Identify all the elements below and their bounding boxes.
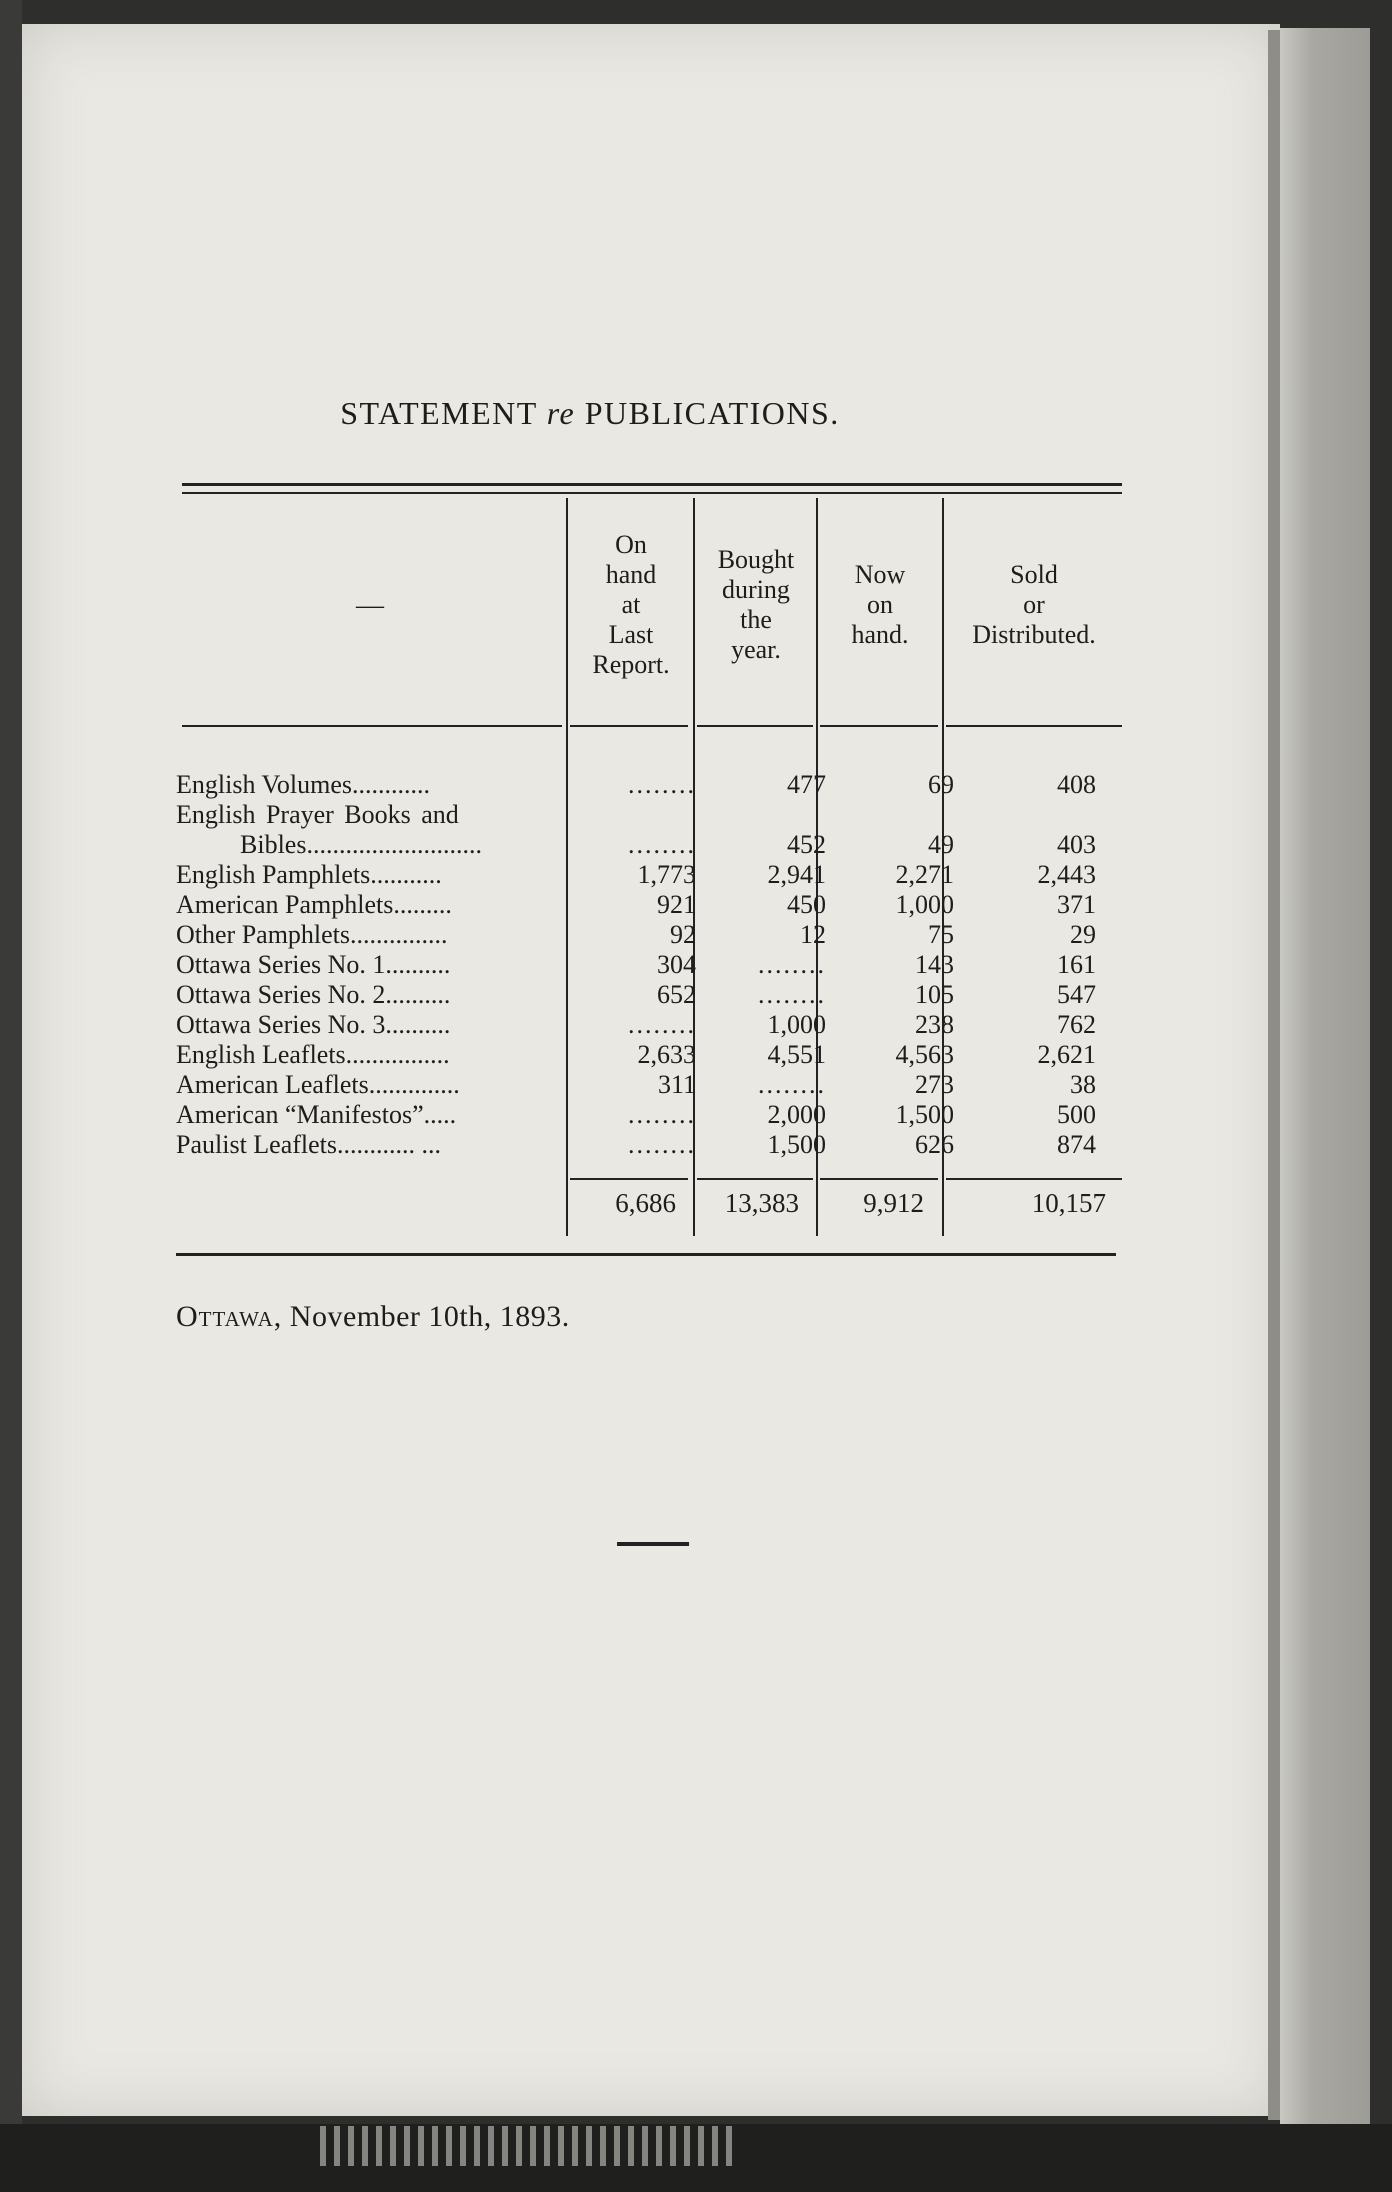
title-prefix: STATEMENT	[340, 395, 538, 431]
cell-now-on-hand: 2,271	[895, 860, 954, 889]
table-row	[176, 800, 1116, 830]
cell-bought: 4,551	[767, 1040, 826, 1069]
page-title	[180, 395, 1000, 432]
cell-sold: 38	[1070, 1070, 1096, 1099]
table-row	[176, 1130, 1116, 1160]
row-label: English Leaflets................	[176, 1040, 450, 1069]
cell-on-hand: 652	[657, 980, 696, 1009]
end-rule	[617, 1542, 689, 1546]
totals-rule	[697, 1178, 813, 1180]
table-row	[176, 1040, 1116, 1070]
cell-bought: 450	[787, 890, 826, 919]
row-label: Ottawa Series No. 3..........	[176, 1010, 451, 1039]
cell-sold: 547	[1057, 980, 1096, 1009]
cell-now-on-hand: 626	[915, 1130, 954, 1159]
cell-now-on-hand: 69	[928, 770, 954, 799]
cell-on-hand: ........	[628, 770, 696, 799]
table-row	[176, 770, 1116, 800]
cell-bought: ........	[758, 980, 826, 1009]
column-header-bought: Bought during the year.	[717, 545, 795, 664]
date-line	[176, 1300, 570, 1334]
totals-rule	[820, 1178, 938, 1180]
cell-bought: ........	[758, 950, 826, 979]
header-underline	[697, 725, 813, 727]
table-row	[176, 1010, 1116, 1040]
row-label: American Leaflets..............	[176, 1070, 460, 1099]
total-now-on-hand: 9,912	[863, 1188, 924, 1218]
cell-now-on-hand: 4,563	[895, 1040, 954, 1069]
cell-on-hand: 92	[670, 920, 696, 949]
column-header-on-hand: On hand at Last Report.	[592, 530, 670, 679]
header-underline	[946, 725, 1122, 727]
cell-sold: 371	[1057, 890, 1096, 919]
cell-sold: 762	[1057, 1010, 1096, 1039]
column-header-now-on-hand: Now on hand.	[851, 560, 909, 649]
cell-on-hand: ........	[628, 1100, 696, 1129]
cell-sold: 874	[1057, 1130, 1096, 1159]
table-row	[176, 1100, 1116, 1130]
cell-now-on-hand: 143	[915, 950, 954, 979]
bottom-strip	[0, 2124, 1392, 2192]
table-row	[176, 890, 1116, 920]
row-label: Other Pamphlets...............	[176, 920, 448, 949]
place-name: Ottawa	[176, 1300, 274, 1333]
cell-now-on-hand: 105	[915, 980, 954, 1009]
header-underline	[182, 725, 562, 727]
cell-now-on-hand: 75	[928, 920, 954, 949]
row-label: American “Manifestos”.....	[176, 1100, 457, 1129]
table-row	[176, 980, 1116, 1010]
total-sold: 10,157	[1031, 1188, 1106, 1218]
cell-now-on-hand: 273	[915, 1070, 954, 1099]
title-suffix: PUBLICATIONS.	[584, 395, 840, 431]
cell-on-hand: 1,773	[637, 860, 696, 889]
cell-sold: 161	[1057, 950, 1096, 979]
cell-on-hand: ........	[628, 830, 696, 859]
cell-on-hand: ........	[628, 1010, 696, 1039]
row-label: Ottawa Series No. 1..........	[176, 950, 451, 979]
row-label: Paulist Leaflets............ ...	[176, 1130, 442, 1159]
total-bought: 13,383	[724, 1188, 799, 1218]
cell-bought: 1,000	[767, 1010, 826, 1039]
left-binding-edge	[0, 0, 22, 2192]
cell-bought: 477	[787, 770, 826, 799]
cell-now-on-hand: 49	[928, 830, 954, 859]
table-row	[176, 1070, 1116, 1100]
cell-bought: 2,941	[767, 860, 826, 889]
cell-bought: ........	[758, 1070, 826, 1099]
cover-pattern	[320, 2126, 740, 2166]
row-label: American Pamphlets.........	[176, 890, 452, 919]
cell-sold: 2,621	[1037, 1040, 1096, 1069]
header-underline	[570, 725, 688, 727]
cover-edge	[1280, 28, 1370, 2128]
row-label: English Prayer Books and	[176, 800, 459, 829]
cell-sold: 500	[1057, 1100, 1096, 1129]
cell-bought: 12	[800, 920, 826, 949]
cell-sold: 2,443	[1037, 860, 1096, 889]
cell-on-hand: 304	[657, 950, 696, 979]
cell-sold: 408	[1057, 770, 1096, 799]
table-row	[176, 860, 1116, 890]
totals-rule	[570, 1178, 688, 1180]
table-top-rule	[182, 483, 1122, 486]
cell-now-on-hand: 1,500	[895, 1100, 954, 1129]
cell-bought: 1,500	[767, 1130, 826, 1159]
table-row	[176, 830, 1116, 860]
row-label: English Pamphlets...........	[176, 860, 442, 889]
header-underline	[820, 725, 938, 727]
cell-on-hand: 921	[657, 890, 696, 919]
cell-sold: 29	[1070, 920, 1096, 949]
cell-sold: 403	[1057, 830, 1096, 859]
cell-bought: 452	[787, 830, 826, 859]
total-on-hand: 6,686	[615, 1188, 676, 1218]
row-label: Bibles...........................	[240, 830, 482, 859]
totals-rule	[946, 1178, 1122, 1180]
cell-on-hand: ........	[628, 1130, 696, 1159]
table-row	[176, 950, 1116, 980]
cell-now-on-hand: 1,000	[895, 890, 954, 919]
cell-bought: 2,000	[767, 1100, 826, 1129]
row-label: English Volumes............	[176, 770, 431, 799]
table-top-rule-2	[182, 492, 1122, 494]
title-italic: re	[546, 395, 576, 431]
row-label: Ottawa Series No. 2..........	[176, 980, 451, 1009]
cell-on-hand: 2,633	[637, 1040, 696, 1069]
table-row	[176, 920, 1116, 950]
table-bottom-rule	[176, 1253, 1116, 1256]
cell-now-on-hand: 238	[915, 1010, 954, 1039]
date-text: , November 10th, 1893.	[273, 1300, 570, 1333]
column-header-blank: —	[356, 590, 384, 621]
cell-on-hand: 311	[657, 1070, 696, 1099]
column-header-sold: Sold or Distributed.	[972, 560, 1096, 649]
